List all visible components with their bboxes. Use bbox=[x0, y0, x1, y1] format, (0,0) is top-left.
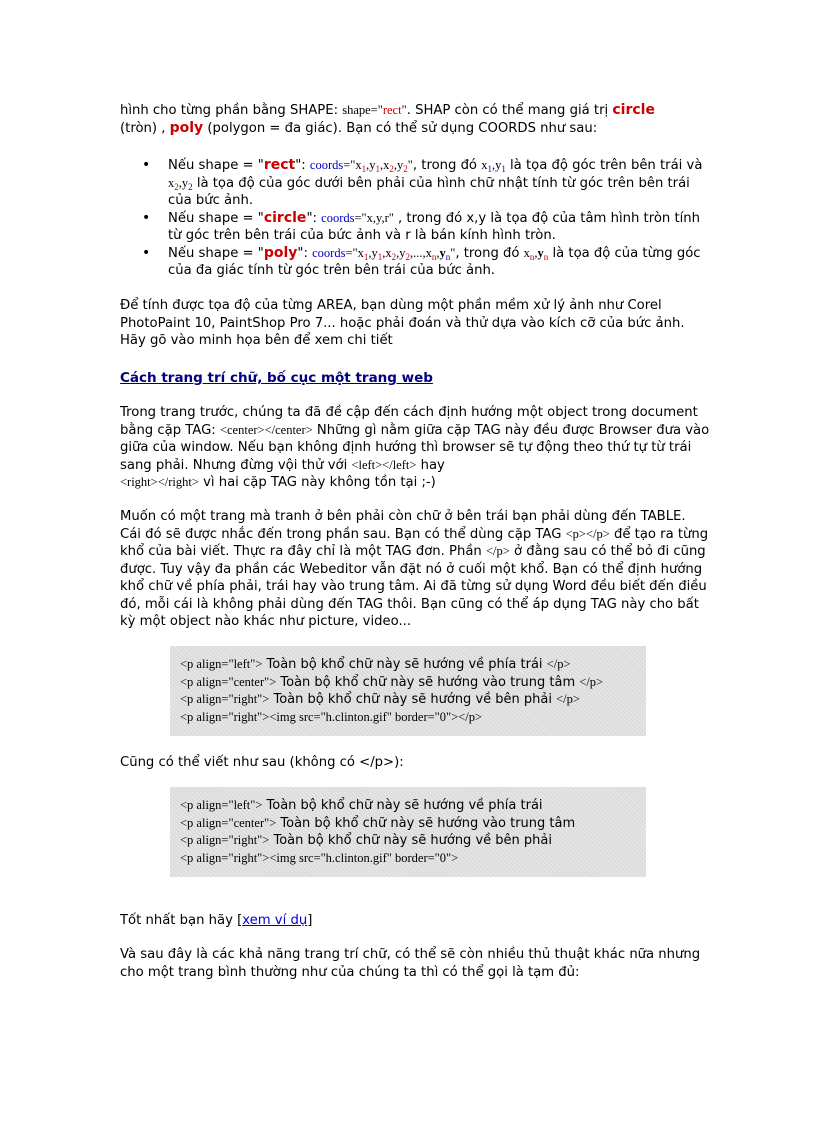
subscript: 2 bbox=[188, 181, 193, 192]
text-span: là tọa độ của từng góc của đa giác tính từ góc trên bên trái của bức ảnh. bbox=[168, 245, 701, 278]
bullet-circle bbox=[120, 210, 710, 245]
code-text: Toàn bộ khổ chữ này sẽ hướng về bên phải bbox=[269, 692, 557, 707]
circle-coords-code bbox=[321, 211, 394, 225]
code-inline: <p></p> bbox=[565, 526, 610, 541]
text-span: là tọa độ của góc dưới bên phải của hình chữ nhật tính từ góc trên bên trái của bức ảnh. bbox=[168, 175, 690, 208]
text-span: Tốt nhất bạn hãy [ bbox=[120, 913, 243, 928]
code-line bbox=[180, 797, 646, 815]
text-span: là tọa độ góc trên bên trái và bbox=[505, 158, 703, 173]
code-inline: </p> bbox=[485, 544, 510, 558]
text-span: ] bbox=[307, 913, 313, 928]
code-value: rect bbox=[382, 103, 402, 117]
var: y bbox=[369, 158, 376, 172]
subscript: n bbox=[445, 251, 451, 262]
subscript: 1 bbox=[363, 251, 369, 262]
text-span: . SHAP còn có thể mang giá trị bbox=[406, 103, 613, 118]
text-span: Muốn có một trang mà tranh ở bên phải còn chữ ở bên trái bạn phải dùng đến TABLE. Cái đó sẽ được nhắc đến trong phần sau. Bạn có thể dùng cặp TAG bbox=[120, 509, 686, 542]
text-span: , trong đó bbox=[412, 158, 482, 173]
keyword-poly: poly bbox=[263, 244, 298, 261]
text-span: (polygon = đa giác). Bạn có thể sử dụng COORDS như sau: bbox=[203, 120, 598, 136]
subscript: n bbox=[431, 251, 437, 262]
shape-paragraph bbox=[120, 102, 710, 137]
code-text: Toàn bộ khổ chữ này sẽ hướng vào trung tâm bbox=[276, 815, 576, 831]
code-line bbox=[180, 709, 646, 727]
text-span: hình cho từng phần bằng SHAPE: bbox=[120, 103, 343, 118]
var: x bbox=[425, 245, 432, 260]
subscript: 1 bbox=[361, 164, 367, 174]
text-span: , trong đó bbox=[455, 245, 524, 261]
code-tag: </p> bbox=[556, 692, 580, 706]
code-tag: <p align="center"> bbox=[180, 815, 277, 830]
code-line bbox=[180, 691, 646, 709]
code-text: Toàn bộ khổ chữ này sẽ hướng về bên phải bbox=[269, 833, 552, 848]
text-span: vì hai cặp TAG này không tồn tại ;-) bbox=[198, 475, 436, 490]
text-span: hay bbox=[416, 457, 445, 473]
subscript: 2 bbox=[389, 164, 394, 174]
text-span: Nếu shape = " bbox=[168, 210, 264, 226]
poly-coords-code: $coords="x_1,y_1,x_2,y_2,...,x_n,y_n$" bbox=[312, 245, 456, 262]
var: y bbox=[495, 158, 502, 172]
coord-pair: $x_n,y_n$ bbox=[523, 245, 549, 262]
code-tag: </p> bbox=[579, 674, 604, 689]
subscript: 1 bbox=[501, 164, 506, 174]
var: x bbox=[385, 245, 392, 260]
rect-coords-code: $coords="x_1,y_1,x_2,y_2$" bbox=[309, 158, 413, 174]
code-line bbox=[180, 815, 646, 833]
var: y bbox=[397, 158, 404, 172]
var: x bbox=[383, 158, 390, 172]
code-tag: <p align="left"> bbox=[180, 798, 263, 812]
text-span: Những gì nằm giữa cặp TAG này đều được Browser đưa vào giữa của window. Nếu bạn không định hướng thì browser sẽ tự động theo thứ tự từ trái sang phải. Nhưng đừng vội thử với bbox=[120, 422, 710, 473]
code-tag: <p align="left"> bbox=[180, 657, 263, 671]
code-tag: <p align="center"> bbox=[180, 674, 277, 689]
code-text: Toàn bộ khổ chữ này sẽ hướng vào trung tâm bbox=[276, 674, 580, 690]
alignment-paragraph bbox=[120, 508, 710, 631]
var: x bbox=[481, 158, 488, 172]
code-text: Toàn bộ khổ chữ này sẽ hướng về phía trái bbox=[262, 657, 547, 672]
coord-pair: $x_1,y_1$ bbox=[481, 158, 506, 174]
subscript: 2 bbox=[174, 181, 179, 192]
text-span: Trong trang trước, chúng ta đã đề cập đến cách định hướng một object trong document bằng cặp TAG: bbox=[120, 405, 698, 438]
subscript: 2 bbox=[403, 164, 408, 174]
text-span: Nếu shape = " bbox=[168, 245, 264, 261]
code-inline: <center></center> bbox=[219, 422, 313, 437]
var: y bbox=[371, 245, 378, 260]
coord-pair: $x_2,y_2$ bbox=[168, 175, 193, 192]
keyword-poly: poly bbox=[169, 119, 204, 136]
shape-bullet-list bbox=[120, 157, 710, 280]
var: x bbox=[523, 245, 530, 260]
text-span: ở đằng sau có thể bỏ đi cũng được. Tuy vậy đa phần các Webeditor vẫn đặt nó ở cuối một khổ. Bạn có thể định hướng khổ chữ về phía phải, trái hay vào trung tâm. Ai đã từng sử dụng Word đều biết đến điều đó, mỗi cái là không phải dùng đến TAG thôi. Bạn cũng có thể áp dụng TAG này cho bất kỳ một object nào khác như picture, video... bbox=[120, 544, 707, 629]
text-span: Nếu shape = " bbox=[168, 158, 264, 173]
subscript: n bbox=[529, 251, 535, 262]
keyword-circle: circle bbox=[263, 209, 307, 226]
var: y bbox=[181, 175, 189, 190]
section-heading[interactable]: Cách trang trí chữ, bố cục một trang web bbox=[120, 370, 433, 386]
alt-syntax-paragraph: Cũng có thể viết như sau (không có </p>): bbox=[120, 755, 404, 770]
code-tag: </p> bbox=[546, 657, 571, 671]
example-paragraph bbox=[120, 912, 710, 930]
subscript: 2 bbox=[391, 251, 397, 262]
text-span: để tạo ra từng khổ của bài viết. Thực ra đây chỉ là một TAG đơn. Phần bbox=[120, 526, 709, 559]
code-text: " bbox=[401, 103, 407, 117]
decoration-paragraph: Và sau đây là các khả năng trang trí chữ, có thể sẽ còn nhiều thủ thuật khác nữa nhưng cho một trang bình thường như của chúng ta thì có thể gọi là tạm đủ: bbox=[120, 947, 701, 980]
var: x bbox=[357, 245, 364, 260]
subscript: 1 bbox=[487, 164, 492, 174]
text-span: (tròn) , bbox=[120, 120, 170, 136]
var: y bbox=[537, 245, 544, 260]
text-span: ": bbox=[306, 210, 322, 226]
code-inline: <left></left> bbox=[351, 457, 417, 472]
coords-attr: coords bbox=[309, 158, 344, 172]
bullet-rect bbox=[120, 157, 710, 210]
code-text: "x,y,r" bbox=[361, 210, 394, 225]
area-paragraph: Để tính được tọa độ của từng AREA, bạn dùng một phần mềm xử lý ảnh như Corel PhotoPaint 10, PaintShop Pro 7... hoặc phải đoán và thử dựa vào kích cỡ của bức ảnh. Hãy gõ vào minh họa bên để xem chi tiết bbox=[120, 298, 685, 348]
text-span: , trong đó x,y là tọa độ của tâm hình tròn tính từ góc trên bên trái của bức ảnh và r là bán kính hình tròn. bbox=[168, 210, 700, 243]
subscript: 1 bbox=[375, 164, 381, 174]
code-text: Toàn bộ khổ chữ này sẽ hướng về phía trái bbox=[262, 798, 543, 813]
intro-paragraph bbox=[120, 404, 710, 492]
code-tag: <p align="right"> bbox=[180, 833, 270, 847]
example-link[interactable]: xem ví dụ bbox=[242, 913, 308, 928]
var: y bbox=[439, 245, 446, 260]
bullet-poly bbox=[120, 245, 710, 280]
code-text: shape=" bbox=[342, 103, 383, 117]
code-line bbox=[180, 674, 646, 692]
code-line bbox=[180, 656, 646, 674]
keyword-circle: circle bbox=[612, 102, 655, 118]
code-line bbox=[180, 832, 646, 850]
code-tag: <p align="right"><img src="h.clinton.gif" border="0"></p> bbox=[180, 709, 483, 724]
coords-attr: coords bbox=[312, 245, 346, 260]
code-tag: <p align="right"><img src="h.clinton.gif" border="0"> bbox=[180, 850, 459, 865]
code-line bbox=[180, 850, 646, 868]
var: x bbox=[355, 158, 362, 172]
var: x bbox=[168, 175, 175, 190]
code-inline: <right></right> bbox=[120, 475, 199, 489]
text-span: ": bbox=[297, 245, 313, 261]
text-span: ": bbox=[295, 158, 310, 173]
code-text: = bbox=[354, 210, 362, 225]
subscript: n bbox=[543, 251, 549, 262]
coords-attr: coords bbox=[321, 210, 355, 225]
code-example-box-1 bbox=[170, 646, 646, 736]
var: y bbox=[399, 245, 406, 260]
subscript: 2 bbox=[405, 251, 410, 262]
shape-code bbox=[342, 103, 406, 117]
code-example-box-2 bbox=[170, 787, 646, 877]
subscript: 1 bbox=[377, 251, 383, 262]
keyword-rect: rect bbox=[263, 157, 296, 173]
code-tag: <p align="right"> bbox=[180, 692, 270, 706]
